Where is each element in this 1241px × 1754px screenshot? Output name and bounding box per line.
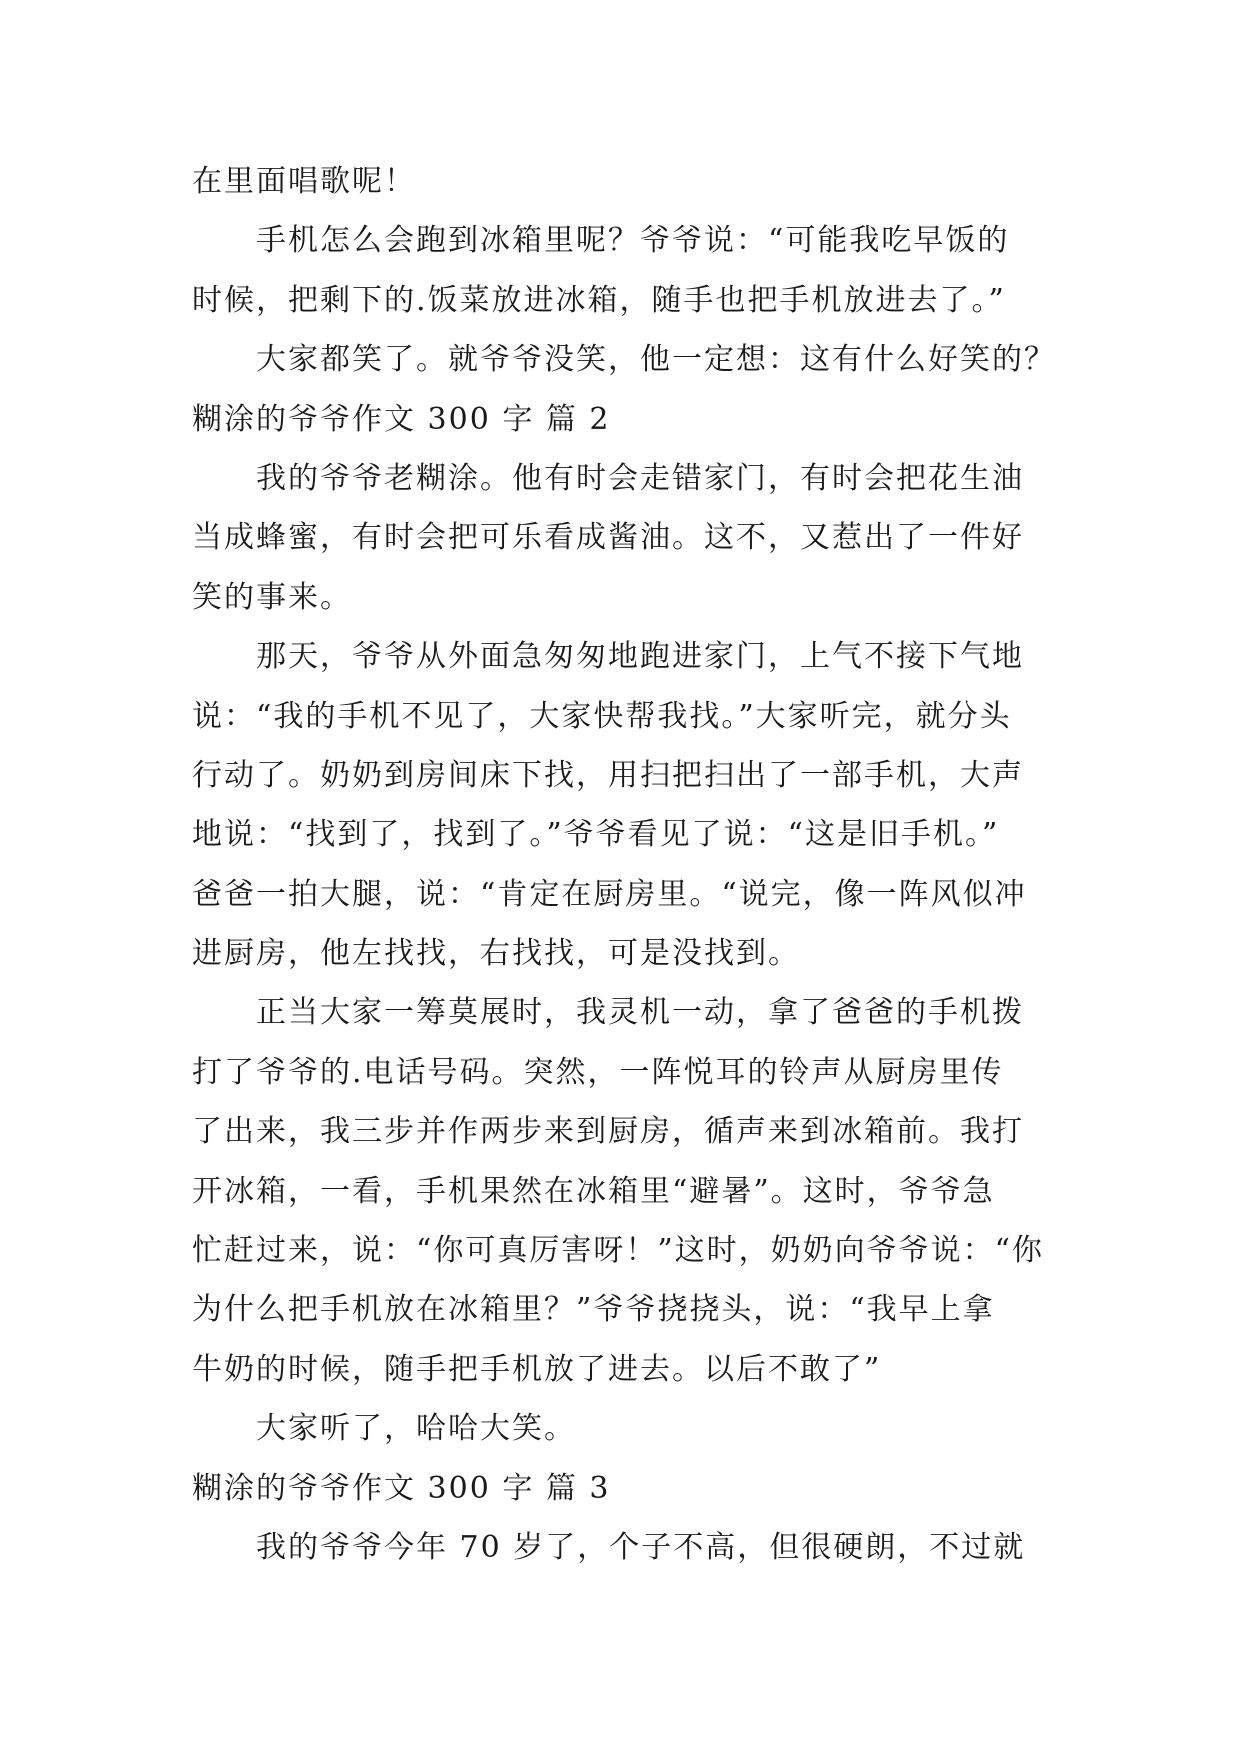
text-line-1: 在里面唱歌呢！ <box>192 164 416 199</box>
text-line-13: 爸爸一拍大腿，说：“肯定在厨房里。“说完，像一阵风似冲 <box>192 876 1027 912</box>
text-line-12: 地说：“找到了，找到了。”爷爷看见了说：“这是旧手机。” <box>192 817 1000 853</box>
section-heading-3: 糊涂的爷爷作文 300 字 篇 3 <box>192 1470 611 1506</box>
text-line-20: 为什么把手机放在冰箱里？”爷爷挠挠头，说：“我早上拿 <box>192 1292 995 1328</box>
text-line-3: 时候，把剩下的.饭菜放进冰箱，随手也把手机放进去了。” <box>192 282 1006 318</box>
text-line-16: 打了爷爷的.电话号码。突然，一阵悦耳的铃声从厨房里传 <box>192 1054 1004 1090</box>
text-line-10: 说：“我的手机不见了，大家快帮我找。”大家听完，就分头 <box>192 698 1012 734</box>
text-line-14: 进厨房，他左找找，右找找，可是没找到。 <box>192 936 800 972</box>
section-heading-2: 糊涂的爷爷作文 300 字 篇 2 <box>192 401 611 437</box>
text-line-21: 牛奶的时候，随手把手机放了进去。以后不敢了” <box>192 1351 882 1387</box>
text-line-9: 那天，爷爷从外面急匆匆地跑进家门，上气不接下气地 <box>256 639 1024 675</box>
text-line-4: 大家都笑了。就爷爷没笑，他一定想：这有什么好笑的？ <box>256 342 1056 378</box>
text-line-18: 开冰箱，一看，手机果然在冰箱里“避暑”。这时，爷爷急 <box>192 1173 995 1209</box>
text-line-24: 我的爷爷今年 70 岁了，个子不高，但很硬朗，不过就 <box>256 1529 1026 1565</box>
text-line-2: 手机怎么会跑到冰箱里呢？爷爷说：“可能我吃早饭的 <box>256 223 1010 259</box>
text-line-15: 正当大家一筹莫展时，我灵机一动，拿了爸爸的手机拨 <box>256 995 1024 1031</box>
text-line-6: 我的爷爷老糊涂。他有时会走错家门，有时会把花生油 <box>256 460 1024 496</box>
text-line-19: 忙赶过来，说：“你可真厉害呀！”这时，奶奶向爷爷说：“你 <box>192 1233 1045 1269</box>
text-line-11: 行动了。奶奶到房间床下找，用扫把扫出了一部手机，大声 <box>192 757 1024 793</box>
text-line-17: 了出来，我三步并作两步来到厨房，循声来到冰箱前。我打 <box>192 1114 1024 1150</box>
text-line-7: 当成蜂蜜，有时会把可乐看成酱油。这不，又惹出了一件好 <box>192 520 1024 556</box>
text-line-8: 笑的事来。 <box>192 579 352 615</box>
text-line-22: 大家听了，哈哈大笑。 <box>256 1411 576 1447</box>
essay-text <box>192 152 1056 1577</box>
